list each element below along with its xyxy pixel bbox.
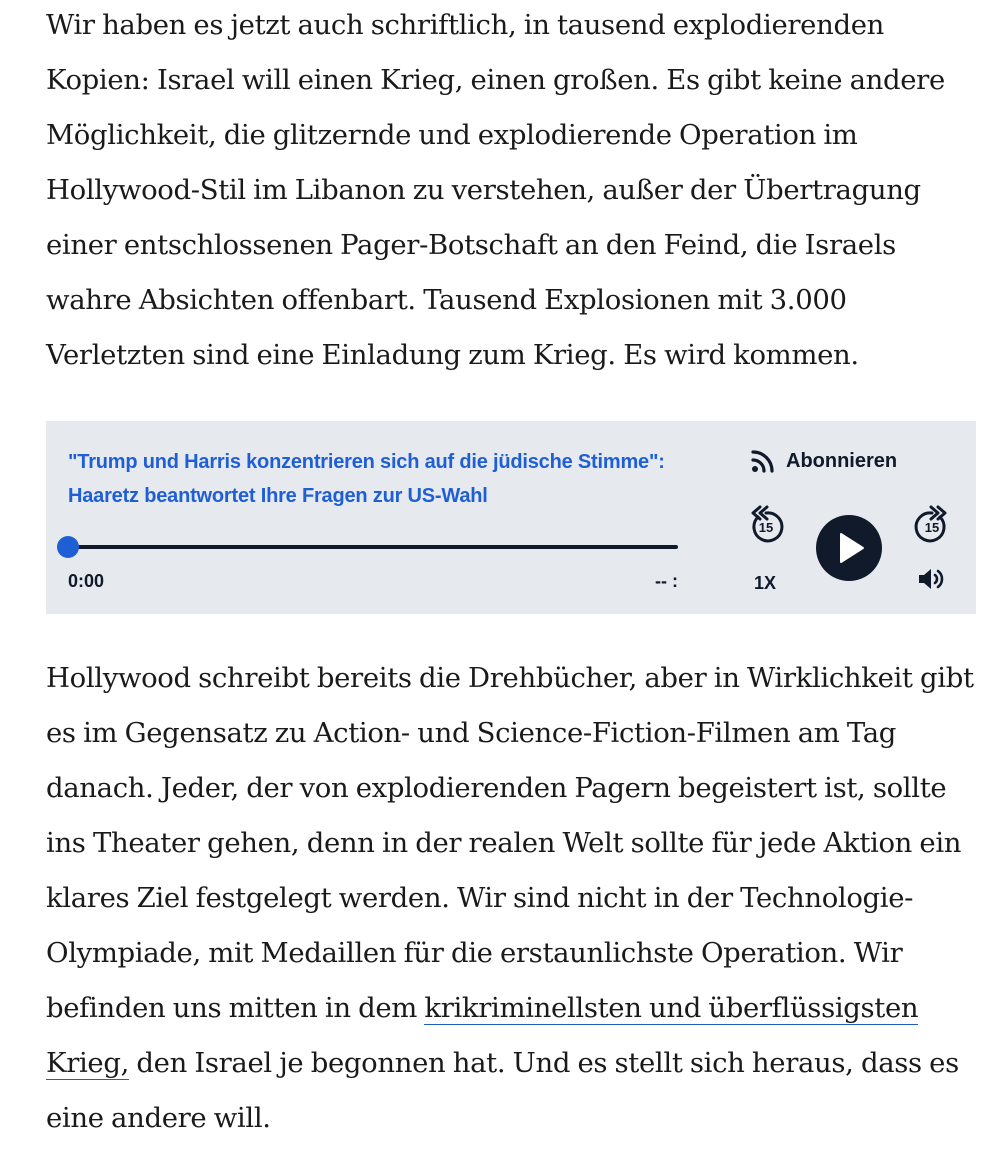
skip-forward-seconds: 15	[924, 520, 940, 535]
forward-15-icon	[912, 503, 952, 547]
volume-icon	[916, 565, 948, 593]
podcast-player	[46, 421, 976, 614]
podcast-episode-title[interactable]: "Trump und Harris konzentrieren sich auf die jüdische Stimme": Haaretz beantwortet Ihre Fragen zur US-Wahl	[68, 451, 665, 507]
skip-forward-button[interactable]	[912, 503, 952, 547]
volume-button[interactable]	[916, 565, 948, 593]
subscribe-label: Abonnieren	[786, 449, 898, 472]
paragraph-text: Hollywood schreibt bereits die Drehbücher, aber in Wirklichkeit gibt es im Gegensatz zu Action- und Science-Fiction-Filmen am Tag danach. Jeder, der von explodierenden Pagern begeistert ist, sollte ins Theater gehen, denn in der realen Welt sollte für jede Aktion ein klares Ziel festgelegt werden. Wir sind nicht in der Technologie-Olympiade, mit Medaillen für die erstaunlichste Operation. Wir befinden uns mitten in dem	[46, 662, 974, 1024]
paragraph-text: den Israel je begonnen hat. Und es stellt sich heraus, dass es eine andere will.	[46, 1047, 959, 1134]
progress-knob[interactable]	[57, 536, 79, 558]
article-paragraph	[46, 651, 976, 1146]
play-button[interactable]	[816, 515, 882, 581]
progress-track[interactable]	[68, 545, 678, 549]
play-icon	[816, 515, 882, 581]
skip-back-seconds: 15	[758, 520, 774, 535]
skip-back-button[interactable]	[746, 503, 786, 547]
article-body	[46, 0, 976, 1146]
article-paragraph: Wir haben es jetzt auch schriftlich, in tausend explodierenden Kopien: Israel will einen Krieg, einen großen. Es gibt keine andere Möglichkeit, die glitzernde und explodierende Operation im Hollywood-Stil im Libanon zu verstehen, außer der Übertragung einer entschlossenen Pager-Botschaft an den Feind, die Israels wahre Absichten offenbart. Tausend Explosionen mit 3.000 Verletzten sind eine Einladung zum Krieg. Es wird kommen.	[46, 9, 945, 371]
rewind-15-icon	[746, 503, 786, 547]
playback-speed-button[interactable]: 1X	[754, 573, 777, 593]
rss-icon	[750, 448, 776, 474]
current-time: 0:00	[68, 571, 105, 591]
subscribe-button[interactable]	[750, 448, 897, 474]
total-time: -- :	[655, 571, 678, 591]
article-inline-link[interactable]: krikriminellsten und überflüssigsten Krieg,	[46, 992, 919, 1079]
